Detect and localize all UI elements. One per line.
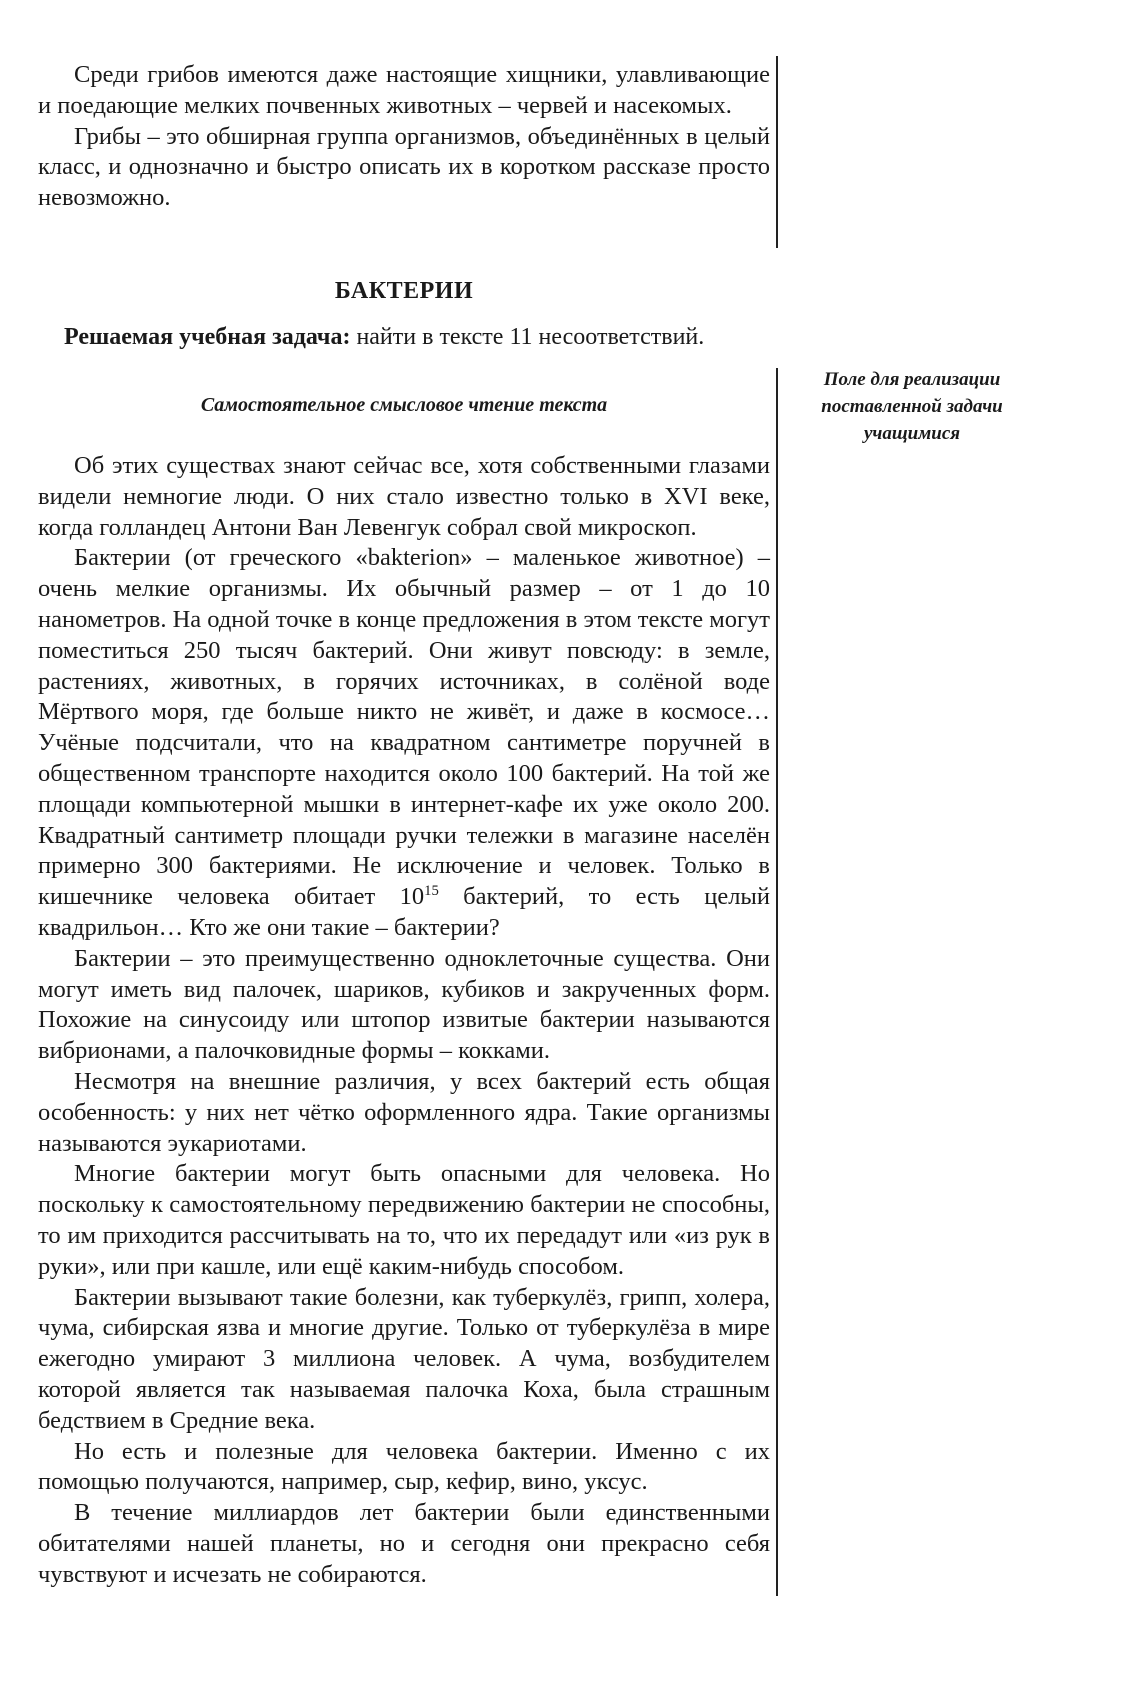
- paragraph-8: В течение миллиардов лет бактерии были единственными обитателями нашей планеты, но и сегодня они прекрасно себя чувствуют и исчезать не собираются.: [38, 1499, 770, 1588]
- task-statement: [38, 322, 778, 352]
- paragraph-2-text: Бактерии (от греческого «bakterion» – маленькое животное) – очень мелкие организмы. Их обычный размер – от 1 до 10 нанометров. На одной точке в конце предложения в этом тексте могут поместиться 250 тысяч бактерий. Они живут повсюду: в земле, растениях, животных, в горячих источниках, в солёной воде Мёртвого моря, где больше никто не живёт, и даже в космосе… Учёные подсчитали, что на квадратном сантиметре поручней в общественном транспорте находится около 100 бактерий. На той же площади компьютерной мышки в интернет-кафе их уже около 200. Квадратный сантиметр площади ручки тележки в магазине населён примерно 300 бактериями. Не исключение и человек. Только в кишечнике человека обитает 10: [38, 544, 770, 911]
- paragraph-3: Бактерии – это преимущественно одноклеточные существа. Они могут иметь вид палочек, шариков, кубиков и закрученных форм. Похожие на синусоиду или штопор извитые бактерии называются вибрионами, а палочковидные формы – кокками.: [38, 944, 770, 1065]
- paragraph-5: Многие бактерии могут быть опасными для человека. Но поскольку к самостоятельному передвижению бактерии не способны, то им приходится рассчитывать на то, что их передадут или «из рук в руки», или при кашле, или ещё каким-нибудь способом.: [38, 1160, 770, 1280]
- paragraph-2-end: бактерий, то есть целый квадрильон… Кто же они такие – бактерии?: [38, 883, 770, 941]
- intro-paragraph-2: Грибы – это обширная группа организмов, объединённых в целый класс, и однозначно и быстро описать их в коротком рассказе просто невозможно.: [38, 122, 770, 212]
- reading-label: Самостоятельное смысловое чтение текста: [200, 394, 608, 416]
- paragraph-1: Об этих существах знают сейчас все, хотя собственными глазами видели немногие люди. О них стало известно только в XVI веке, когда голландец Антони Ван Левенгук собрал свой микроскоп.: [38, 452, 770, 541]
- main-text: [38, 451, 770, 1590]
- task-label: Решаемая учебная задача:: [64, 324, 351, 350]
- paragraph-4: Несмотря на внешние различия, у всех бактерий есть общая особенность: у них нет чётко оформленного ядра. Такие организмы называются эукариотами.: [38, 1067, 770, 1157]
- exponent: 15: [424, 883, 439, 899]
- task-text: найти в тексте 11 несоответствий.: [350, 324, 705, 350]
- intro-text: [38, 60, 770, 214]
- intro-paragraph-1: Среди грибов имеются даже настоящие хищники, улавливающие и поедающие мелких почвенных животных – червей и насекомых.: [38, 61, 770, 119]
- section-title: БАКТЕРИИ: [334, 278, 474, 304]
- margin-line-main: [776, 368, 778, 1596]
- paragraph-2: [38, 543, 770, 943]
- paragraph-7: Но есть и полезные для человека бактерии. Именно с их помощью получаются, например, сыр, кефир, вино, уксус.: [38, 1437, 770, 1496]
- side-note: Поле для реализации поставленной задачи учащимися: [821, 369, 1003, 444]
- paragraph-6: Бактерии вызывают такие болезни, как туберкулёз, грипп, холера, чума, сибирская язва и многие другие. Только от туберкулёза в мире ежегодно умирают 3 миллиона человек. А чума, возбудителем которой является так называемая палочка Коха, была страшным бедствием в Средние века.: [38, 1283, 770, 1434]
- margin-line-top: [776, 56, 778, 248]
